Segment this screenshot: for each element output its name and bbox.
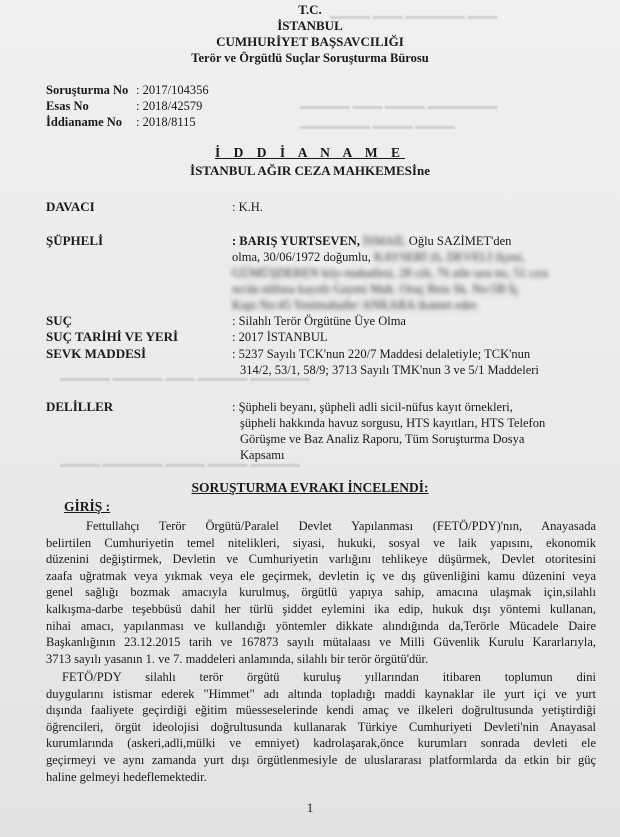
- bleed-through-texture: ▬▬▬▬ ▬▬▬▬▬▬ ▬▬▬▬ ▬▬▬▬ ▬▬▬▬▬: [60, 459, 300, 470]
- bleed-through-texture: ▬▬▬▬▬ ▬▬▬ ▬▬▬▬ ▬▬▬▬▬▬▬: [300, 101, 498, 112]
- sevk-line: : 5237 Sayılı TCK'nun 220/7 Maddesi delaletiyle; TCK'nun: [232, 347, 531, 361]
- redacted-address: no'da nüfusa kayıtlı Gaymi Mah. Oruç Reis Sk. No:5B İç: [232, 282, 519, 296]
- section-title: SORUŞTURMA EVRAKI İNCELENDİ:: [191, 480, 429, 495]
- mother-name: Oğlu SAZİMET'den: [408, 234, 512, 248]
- paragraph-line: belirtilen Cumhuriyetin temel nitelikleri, siyasi, hukuki, sosyal ve laik yapısını, ekonomik: [46, 535, 596, 550]
- paragraph-line: nihai amacı, yapılanması ve kullandığı yöntemler dikkate alındığında da,Terörle Mücadele Daire: [46, 618, 596, 633]
- field-value-suc-tarihi: : 2017 İSTANBUL: [232, 330, 328, 344]
- field-label-suc-tarihi: SUÇ TARİHİ VE YERİ: [46, 329, 179, 344]
- court-name: İSTANBUL AĞIR CEZA MAHKEMESİne: [190, 163, 430, 178]
- paragraph-line: haline gelmeyi hedeflemektedir.: [46, 769, 207, 784]
- paragraph-line: FETÖ/PDY silahlı terör örgütü kuruluş yıllarından itibaren toplumun dini: [62, 670, 596, 684]
- field-label-suc: SUÇ: [46, 313, 73, 328]
- header-office: CUMHURİYET BAŞSAVCILIĞI: [216, 34, 404, 49]
- field-value-deliller: [232, 399, 582, 463]
- bleed-through-texture: ▬▬▬▬▬ ▬▬▬▬▬ ▬▬▬ ▬▬▬▬▬ ▬▬▬▬▬▬: [60, 373, 310, 384]
- field-value-supheli: [232, 233, 582, 313]
- ref-label: İddianame No: [46, 115, 123, 129]
- evidence-line: Görüşme ve Baz Analiz Raporu, Tüm Soruşturma Dosya: [240, 432, 525, 446]
- field-value-sevk: [232, 346, 582, 378]
- header-bureau: Terör ve Örgütlü Suçlar Soruşturma Bürosu: [191, 51, 429, 65]
- paragraph-line: Fettullahçı Terör Örgütü/Paralel Devlet Yapılanması (FETÖ/PDY)'nın, Anayasada: [86, 519, 596, 533]
- ref-row-investigation: [46, 82, 209, 98]
- intro-paragraph-1: [46, 518, 596, 667]
- paragraph-line: geçirmeyi ve aynı zamanda yurt dışı örgütlenmesiyle de uluslararası platformlarda da etkin bir güç: [46, 752, 596, 767]
- birth-info: olma, 30/06/1972 doğumlu,: [232, 250, 371, 264]
- paragraph-line: duygularını istismar ederek "Himmet" adı altında topladığı maddi kaynaklar ile yurt içi ve yurt: [46, 686, 596, 701]
- paragraph-line: Başkanlığının 23.12.2015 tarih ve 167873 sayılı mütalaası ve Milli Güvenlik Kurulu Kararlarıyla,: [46, 635, 596, 650]
- redacted-residence: Kapı No:45 Yenimahalle/ ANKARA ikamet eder.: [232, 298, 479, 312]
- field-label-supheli: ŞÜPHELİ: [46, 233, 104, 248]
- bleed-through-texture: ▬▬▬▬ ▬▬▬ ▬▬▬▬▬▬ ▬▬▬: [330, 11, 498, 22]
- evidence-line: Kapsamı: [240, 448, 285, 462]
- paragraph-line: kalkışma-darbe teşebbüsü dahil her türlü şiddet eylemini ika edip, hukuk dışı yöntemi kullanan,: [46, 601, 596, 616]
- paragraph-line: 3713 sayılı yasanın 1. ve 7. maddeleri anlamında, silahlı bir terör örgütü'dür.: [46, 651, 429, 666]
- paragraph-line: zaafa uğratmak veya yıkmak veya ele geçirmek, devletin iç ve dış güvenliğini kamu düzenini veya: [46, 568, 596, 583]
- page-number: 1: [306, 800, 314, 815]
- suspect-name: : BARIŞ YURTSEVEN,: [232, 234, 360, 248]
- intro-heading: GİRİŞ :: [64, 499, 111, 514]
- field-value-suc: : Silahlı Terör Örgütüne Üye Olma: [232, 314, 406, 328]
- ref-value: : 2017/104356: [136, 83, 209, 97]
- ref-label: Soruşturma No: [46, 83, 129, 97]
- field-label-davaci: DAVACI: [46, 199, 95, 214]
- ref-label: Esas No: [46, 99, 89, 113]
- ref-value: : 2018/42579: [136, 99, 203, 113]
- redacted-birthplace: KAYSERİ ili, DEVELİ ilçesi,: [374, 250, 525, 264]
- paragraph-line: genel sağlığı bozmak amacıyla kurulmuş, örgütlü yapıya sahip, amacına ulaşmak için,silahlı: [46, 585, 596, 600]
- evidence-line: şüpheli hakkında havuz sorgusu, HTS kayıtları, HTS Telefon: [240, 416, 546, 430]
- field-label-sevk: SEVK MADDESİ: [46, 346, 147, 361]
- field-value-davaci: : K.H.: [232, 200, 263, 214]
- father-name: İSMAİL: [363, 234, 406, 248]
- bleed-through-texture: ▬▬▬▬▬▬▬ ▬▬▬▬ ▬▬▬▬: [300, 121, 455, 132]
- ref-value: : 2018/8115: [136, 115, 196, 129]
- intro-paragraph-2: [46, 669, 596, 785]
- document-title: İ D D İ A N A M E: [214, 145, 406, 160]
- ref-row-esas: [46, 98, 202, 114]
- paragraph-line: öğrencileri, örgüt ideolojisi doğrultusunda kullanarak Türkiye Cumhuriyeti Devleti'nin Anayasal: [46, 719, 596, 734]
- redacted-registry: GÜMÜŞDEREN köy-mahallesi, 28 cilt, 76 aile sıra no, 51 cıra: [232, 266, 548, 280]
- header-city: İSTANBUL: [277, 18, 343, 33]
- ref-row-iddianame: [46, 114, 196, 130]
- paragraph-line: düzenini değiştirmek, Devletin ve Cumhuriyetin varlığını tehlikeye düşürmek, Devlet otoritesini: [46, 552, 596, 567]
- paragraph-line: kurumlarında (askeri,adli,mülki ve emniyet) kadrolaşarak,önce kurumları sonrada devleti ele: [46, 736, 596, 751]
- header-tc: T.C.: [298, 2, 322, 17]
- paragraph-line: dışında faaliyete geçirdiği eğitim müesseselerinde kendi amaç ve ilkeleri doğrultusunda yetiştirdiği: [46, 703, 596, 718]
- sevk-line: 314/2, 53/1, 58/9; 3713 Sayılı TMK'nun 3 ve 5/1 Maddeleri: [240, 363, 539, 377]
- field-label-deliller: DELİLLER: [46, 399, 114, 414]
- evidence-line: : Şüpheli beyanı, şüpheli adli sicil-nüfus kayıt örnekleri,: [232, 400, 513, 414]
